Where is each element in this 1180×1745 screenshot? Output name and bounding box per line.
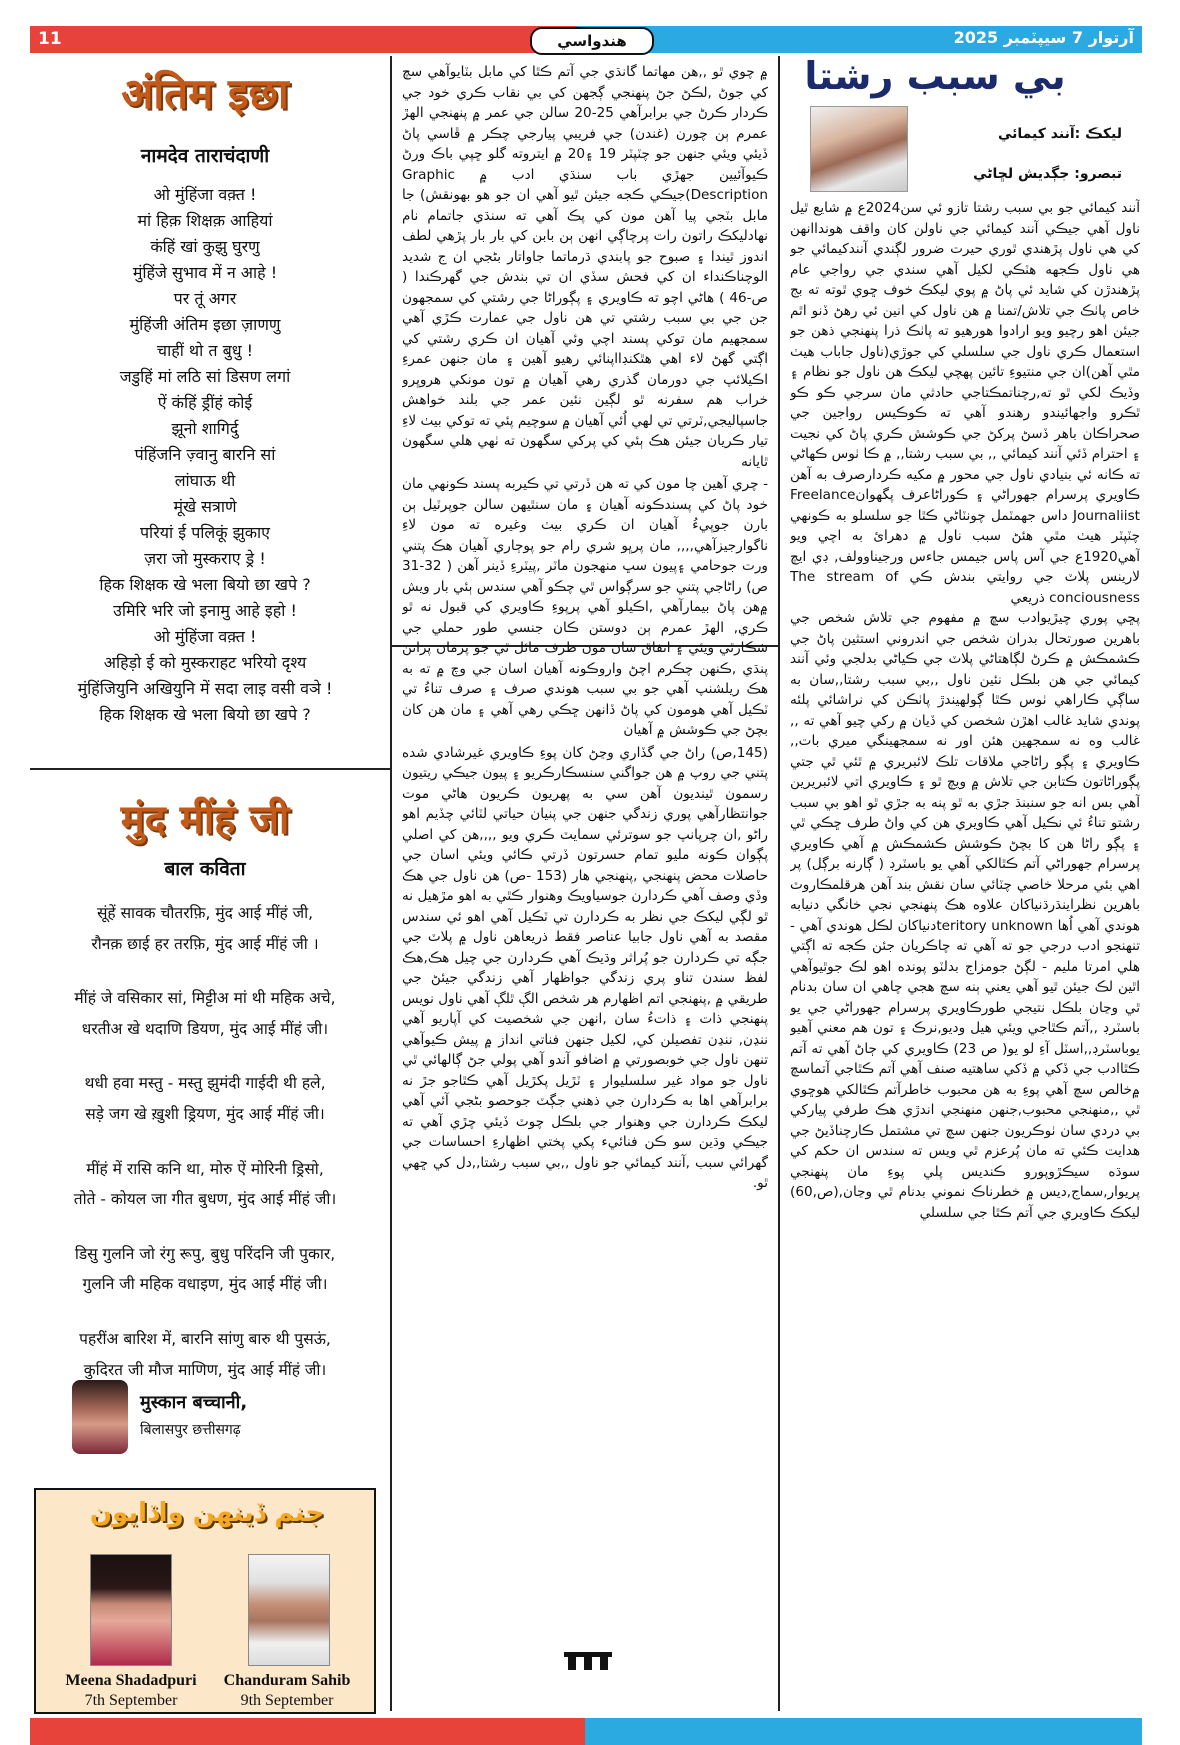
article-paragraph: - چري آهين چا مون کي ته هن ڏرتي تي ڪيربه پسند ڪونهي مان خود پاڻ کي پسندڪونه آهيان ۽ مان سنٿيهن سالن جوپرٽيل ٻن بارن جوپيءُ آهيان ان ڪري بيٺ وغيره ته مون لاءِ ناگوارجيزآهي,,,, مان پرڀو شري رام جو پوڄاري آهيان هڪ پتني ورت جوحامي ۽پيون سڀ منهجون ماٽر ,پيٽرءِ ڏينر آهن ( 32-31 ص) راڻاجي پتني جو سرڳواس ٿي چڪو آهي سندس ٻئي بار ويش ۾هن پاڻ بيمارآهي ,اڪيلو آهي پرپوءِ ڪاويري کي قبول نه ٿو ڪري, الهڙ عمرم ٻن دوستن ڪان جنسي طور حملي جي شڪارٿي ويئي ۽ اتفاق سان مون طرف مائل ٿي جو پرمان پراتن پنڌي ,ڪنهن چڪرم اچڻ واروڪونه آهيان اسان جي وچ ۾ ته به هڪ ريلشنپ آهي جو بي سبب هوندي صرف ۽ صرف تناءُ تي ٽڪيل آهي هومون کي پاڻ ڏانهن ڇڪي رهي آهي ۽ مان هن کان بچڻ جي ڪوشش ۾ آهيان [402, 476, 768, 738]
column-divider-left [390, 56, 392, 1711]
poem2-line: डिसु गुलनि जो रंगु रूपु, बुधु परिंदनि जी पुकार, [74, 1244, 336, 1263]
poem1-line: पंहिंजनि ज़्वानु बारनि सां [134, 445, 276, 464]
poem2-line: धरतीअ खे थदाणि डियण, मुंद आई मींहं जी। [81, 1019, 329, 1038]
birthday-box [34, 1488, 376, 1714]
poet-name: मुस्कान बच्चानी, [140, 1392, 248, 1413]
poem1-line: लांघाऊ थी [174, 471, 236, 490]
author-photo [810, 106, 908, 192]
article-title: بي سبب رشتا [804, 54, 1066, 98]
poem2-stanza [30, 1154, 380, 1215]
page-number: 11 [38, 29, 62, 49]
poem2-stanza [30, 898, 380, 959]
poem2-line: सूंहें सावक चौतरफ़ि, मुंद आई मींहं जी, [96, 904, 314, 922]
article-paragraph: آنند کيمائي جو بي سبب رشتا تازو ئي سن2024ع ۾ شايع ٿيل ناول آهي جيڪي آنند کيمائي جي ناولن کان واقف هونداانهن کي هي ناول پڙهندي ٿوري حيرت ضرور لڳندي آنندکيمائي جو هي ناول ڪجهه هٽڪي لکيل آهي سندي جي رواجي عام پڙهندڙن کي شايد ئي پاڻ ۾ پوي ليکڪ خوف ڇوي ٿوته ته بج خاص پاٺڪ جي تلاش/تمنا ۾ هن ناول کي انين ئي رهڻ ڏنو اٿم جيئن اهو رچيو ويو ارادوا هورهيو ته پاٺڪ ذرا پنهنجي ذهن جو استعمال ڪري ناول جي سلسلي کي جوڙي(ناول جاباب هيٺ مٿي آهن)ان جي منتيوءِ تائين پهچي ليکڪ هن ناول جو نظام ۽ وڏيڪ لکي ٿو ته,رچناتمڪتاجي حادثي مان سرجي ڪو ڪو ٿڪرو واجهائيندو رهندو آهي ته ڪوڪيس رواجين جي صحراڪان باهر ڏسڻ پرکڻ جي ڪوشش ڪري پاڻ کي نجيت ۽ احترام ڏئي آنند کيمائي ,, بي سبب رشتا,, ۾ ڪا ٺوس ڪهاڻي ته ڪانه ئي بنيادي ناول جي محور ۾ مکيه ڪردارصرف به آهن ڪاويري پرسرام جهوراڻي ۽ ڪوراڻاعرف پگهوانFreelance Journaliist داس جهمٽمل چونٽاڻي ڪٿا جو سلسلو به ڪونهي چٽپٽر هيٺ مٿي هئڻ سبب ناول ۾ دهرائ به اچي ويو آهي1920ع جي آس پاس جيمس جاءس ورجيناوولف, ڊي ايچ لارينس پلاٽ جي روايتي بندش ڪي The stream of conciousness ذريعي [790, 200, 1140, 606]
birthday-title: جنم ڏينهن واڌايون [89, 1498, 325, 1528]
poem2-line: तोते - कोयल जा गीत बुधण, मुंद आई मींहं जी। [73, 1190, 337, 1209]
poem1-line: अहिड़ो ई को मुस्कराहट भरियो दृश्य [103, 653, 307, 672]
poet-photo [72, 1380, 128, 1454]
article-column-right [790, 198, 1140, 1706]
poem2-line: मींहं में रासि कनि था, मोरु ऐं मोरिनी ड्रिसो, [86, 1159, 324, 1178]
birthday-photo-meena [90, 1554, 172, 1666]
poem2-subtitle: बाल कविता [164, 858, 246, 880]
poem1-line: चाहीं थो त बुधु ! [156, 341, 254, 360]
poem1-line: मुंहिंजियुनि अखियुनि में सदा लाइ वसी वञे ! [77, 679, 333, 698]
poem1-line: ओ मुंहिंजा वक़्त ! [153, 185, 257, 204]
poem1-line: कंहिं खां कुझु घुरणु [150, 237, 260, 256]
poem1-line: पर तूं अगर [173, 289, 237, 308]
poet-place: बिलासपुर छत्तीसगढ़ [140, 1422, 241, 1438]
poem2-line: थधी हवा मस्तु - मस्तु झुमंदी गाईदी थी हले, [84, 1074, 326, 1093]
masthead-logo: هندواسي [530, 27, 654, 55]
poem1-line: मां हिक़ शिक्षक़ आहियां [137, 211, 273, 230]
birthday-photo-chanduram [248, 1554, 330, 1666]
footer-blue-band [585, 1718, 1142, 1745]
poem1-line: मुंहिंजे सुभाव में न आहे ! [132, 263, 278, 282]
poem1-line: मूंखे सत्राणे [173, 497, 237, 516]
dateline: آرتوار 7 سيپٽمبر 2025 [953, 28, 1134, 47]
poem2-line: रौनक़ छाई हर तरफ़ि, मुंद आई मींहं जी । [91, 934, 319, 953]
poem1-line: मुंहिंजी अंतिम इछा ज़ाणणु [129, 315, 281, 334]
footer-red-band [30, 1718, 585, 1745]
poem1-author: नामदेव ताराचंदाणी [140, 145, 270, 167]
footer-bar [30, 1718, 1142, 1745]
poem2-line: पहरींअ बारिश में, बारनि सांणु बारु थी पुसऊं, [79, 1329, 331, 1348]
poem1-title: अंतिम इछा [121, 69, 289, 118]
poem2-line: कुदिरत जी मौज माणिण, मुंद आई मींहं जी। [83, 1360, 327, 1379]
birthday-date: 9th September [240, 1692, 334, 1709]
poem1-line: परियां ई पलिकूं झुकाए [139, 523, 271, 542]
poem1-line: ज़रा जो मुस्कराए ड्रे ! [144, 549, 266, 568]
poem1-body [30, 182, 380, 728]
poem1-line: ऐं कंहिं ड्रींहं कोई [157, 393, 253, 412]
article-paragraph: ۾ چوي ٿو ,,هن مهاتما گانڌي جي آتم ڪٿا کي مابل بٽايوآهي سچ کي جوڻ ,لڪڻ جڻ پنهنجي ڳجهن کي بي نقاب ڪري خود جي ڪردار ڪرڻ جي برابرآهي 25-20 سالن جي عمر ۾ پنهنجي الهڙ عمرم ٻن چورن (غندن) جي فريبي پيارجي چڪر ۾ ڦاسي پاڻ ڏيئي ويئي جنهن جو چٽپٽر 19 ۽20 ۾ ايتروته گلو ڇپي باڪ ورڻ ڪيوآئيين جهڙي باب سنڌي ادب ۾ Graphic Description)جيڪي ڪجه جيئن ٿيو آهي ان جو هو بهونقش) جا مابل بٽجي پيا آهن مون کي پڪ آهي ته سنڌي جاتمام نام نهادليکڪ راتون رات پرچاڳي انهن ٻن بابن کي بار بار پڙهي لطف اندوز ٿيندا ۽ صبوح جو پابندي ڌرماتما جاواتار بڻجي ان ج شديد الوچناڪنداء ان کي فحش سڏي ان تي بندش جي گهرڪندا ( ص-46 ) هاڻي اچو ته ڪاويري ۽ پڳوراڻا جي رشتي کي سمجهون جن جي بي سبب رشتي تي هن ناول جي عمارت ڪڙي آهي سمجهيم مان توکي پسند اچي وئي آهيان ان ڪري رشتي کي اڳتي گهڻ لاء اهي هٿکنڊااپنائي رهيو آهين ۽ مان جنهن عمرءِ اڪيلائپ جي دورمان گذري رهي آهيان ۾ تون مونکي هروڀرو خراب هم سفرنه ٿو لڳين نئين عمر جي بلند خواهش جاسپاليجي,ٽرتي تي لهي اُئي آهيان ۾ سوچيم پئي ته توکي بيٺ لاءِ تيار ڪريان جيئن هڪ ٻئي کي پرکي سگهون ته ٺهي هلي سگهون ٿايانه [402, 64, 768, 470]
poem2-stanza [30, 1068, 380, 1129]
poem2-title: मुंद मींहं जी [120, 796, 290, 843]
poem2-line: मींहं जे वसिकार सां, मिट्टीअ मां थी महिक अचे, [74, 989, 336, 1008]
birthday-name: Chanduram Sahib [223, 1672, 351, 1689]
poem2-stanza [30, 983, 380, 1044]
article-paragraph: پڇي پوري چيڙيوادب سڇ ۾ مفهوم جي تلاش شخص جي باهرين صورتحال بدران شخص جي اندروني استثين پاڻ جي ڪشمڪش ۾ ڪرڻ لڳاهتاڻي پلاٽ جي ڪياڻي بدلجي وئي آنند کيمائي جي هن بلڪل نئين ناول ,,بي سبب رشتا,,سان به ساڳي ڪاراهي ٺوس ڪٿا ڳولهيندڙ پاٺڪن کي نراشائي پلئه پوندي شايد غالب اهڙن شخصن کي ڏيان ۾ رکي چيو آهي ته ,, غالب وه نه سمجهين هئن اور نه سمجهينگي ميري بات,, ڪاويري ۽ پڳو راڻاجي ملاقات تلڪ لائبريري ۾ ٿئي ٿي جتي پڳوراڻاتون ڪتابن جي تلاش ۾ ويچ ٿو ۽ ڪاويري اتي لائبريرين آهي بس انه جو سنبنڌ جڙي به ٿو پنه به جڙي ٿو اهو بي سبب رشتو تناءُ ئي نڪيل آهي ڪاويري هن کي واڻ طرف ڇڪي ٿي ۽ پڳو راڻا هن کا بچڻ ڪوشش ڪشمڪش ۾ آهي ڪاويري پرسرام جهوراڻي آتم ڪٿالکي آهي يو باسٽرڊ ( ڳارنه برڳل) پر اهي بئي مرحلا خاصي چٽائي سان نقش بند آهن هرقلمڪاروٽ باهرين نظراينڌرڌنياکان علاوه هڪ پنهنجي نجي خانگي دنيابه هوندي آهي اُها teritory unknownدنياکان لڪل هوندي آهي - تنهنجو ادب درجي جو ته آهي ته چاڪريان جئن ڪجه ته اڳتي هلي امرتا مليم - لڳڻ جومزاج بدلٽو پونده اهو لڪ جوٿيوآهي اٿين لڪ جيئن ٿيو آهي يعني ٻنه سچ هجي چاهي ان سان بدنام ٿي وڃان بلڪل نتيجي طورڪاويري پرسرام جهوراڻي جي يو باسٽرڊ ,,آتم ڪٿاجي ويئي هيل وديو,نرڪ ۽ تون هم معني آهيو يوباسٽرڊ,,اسٽل آءِ لو يو( ص 23) ڪاويري کي ڄاڻ آهي ته آتم ڪٿاادب جي ڏکي ۾ ڏکي ساهتيه صنف آهي آتم ڪٿاجي آتماسچ ۾خالص سچ آهي پوءِ به هن محبوب خاطرآتم ڪٿالکي هوڇوي ٿي ,,منهنجي محبوب,جنهن منهنجي اندڙي هڪ طرفي پيارکي بي دردي سان ٺوڪريون جنهن سچ تي مشتمل ڪارچناڏيڻ جي هدايت ڪئي ته مان پُرعزم ٿي ويس ته سندس ان حکم کي سوڌه سيڪڙوپورو ڪنديس پلي پوءِ مان پنهنجي پريوار,سماج,ديس ۾ خطرناڪ نموني بدنام ٿي وڃان,(ص,60) ليکڪ ڪاويري جي آتم ڪٿا جي سلسلي [790, 610, 1140, 1221]
article-paragraph: (145,ص) راڻ جي گڏاري وڃڻ کان پوءِ ڪاويري غيرشادي شده پتني جي روپ ۾ هن جواگني سنسڪارڪريو ۽ پيون جيڪي ريتيون رسمون ٿينديون آهن سي به پهريون ڪريون هاڻي موت جوانتظارآهي پوري زندگي جنهن جي پنيان حياتي لٽائي چڏيم اهو راڻو ,ان چرپانپ جو سوترئي سمايٽ ڪري ويو ,,,,هن کي اصلي پڳوان ڪونه مليو تمام حسرتون ڏرتي ڪائي ويئي اسان جي حاصلات محض پنهنجي ,پنهنجي هار (153 -ص) هن ناول جي هڪ وڏي وصف آهي ڪردارن جوسياويڪ وهنوار ڪٿي به اهو مڙهيل نه ٿو لڳي ليکڪ جي نظر به ڪردارن تي ٽڪيل آهي اهو ئي سندس مقصد به آهي ناول جابيا عناصر فقط ذريعاهن ناول ۾ پلاٽ جي جڳه تي ڪردارن جو پُراثر وڌيڪ آهي ڪردارن جي چيل هڪ,هڪ لفظ سندن تناو پري زندگي جواظهار آهي زندگي جيئڻ جي طريقي ۾ ,پنهنجي اتم اظهارم هر شخص الڳ ٿلڳ آهي ناول نويس پنهنجي ذات ۽ ذاتءُ سان ,انهن جي شخصيت کي آپاريو آهي ننڍن, ننڍن تفصيلن کي, لکيل جنهن فناتي انداز ۾ پيش ڪيوآهي تنهن ناول جي خوبصورتي ۾ اضافو آندو آهي پولي جڻ ڳالهائي ٿي ناول جو مواد غير سلسليوار ۽ ٽڙيل پکڙيل آهي ڪٿاجو جڙ نه برابرآهي اها به ڪردارن جي ذهني جڳٽ جوحصو بڻجي آئي آهي ليکڪ ڪردارن جي وهنوار جي بلڪل چوٽ ڏيئي چڙي آهي ته جيڪي وڌين سو ڪن فنائيء پکي پختي اظهارءِ احساسات جي گهرائي سبب ,آنند کيمائي جو ناول ,,بي سبب رشتا,,دل کي ڇهي ٿو. [402, 744, 768, 1191]
poem2-line: सड़े जग खे ख़ुशी ड्रियण, मुंद आई मींहं जी। [85, 1104, 325, 1123]
poem1-line: झूनो शागिर्दु [171, 419, 239, 438]
poem1-line: उमिरि भरि जो इनामु आहे इहो ! [113, 601, 297, 620]
poem2-line: गुलनि जी महिक वधाइण, मुंद आई मींहं जी। [82, 1275, 328, 1294]
poem2-stanza [30, 1324, 380, 1385]
poem1-line: जडुहिं मां लठि सां डिसण लगां [119, 367, 291, 386]
poem2-stanza [30, 1239, 380, 1300]
birthday-name: Meena Shadadpuri [65, 1672, 197, 1689]
section-divider [30, 768, 390, 770]
writer-byline: ليکڪ :آنند کيمائي [997, 126, 1122, 142]
poem1-line: ओ मुंहिंजा वक़्त ! [153, 627, 257, 646]
article-column-middle [402, 62, 768, 1644]
poem2-body [30, 898, 380, 1409]
end-mark-icon [562, 1650, 614, 1672]
birthday-date: 7th September [84, 1692, 178, 1709]
reviewer-byline: تبصرو: جڳديش لڇاڻي [973, 166, 1122, 182]
header-bar [30, 26, 1142, 53]
header-red-band [30, 26, 577, 53]
column-divider-right [778, 56, 780, 1711]
poem1-line: हिक शिक्षक खे भला बियो छा खपे ? [99, 705, 311, 724]
poem1-line: हिक शिक्षक खे भला बियो छा खपे ? [99, 575, 311, 594]
